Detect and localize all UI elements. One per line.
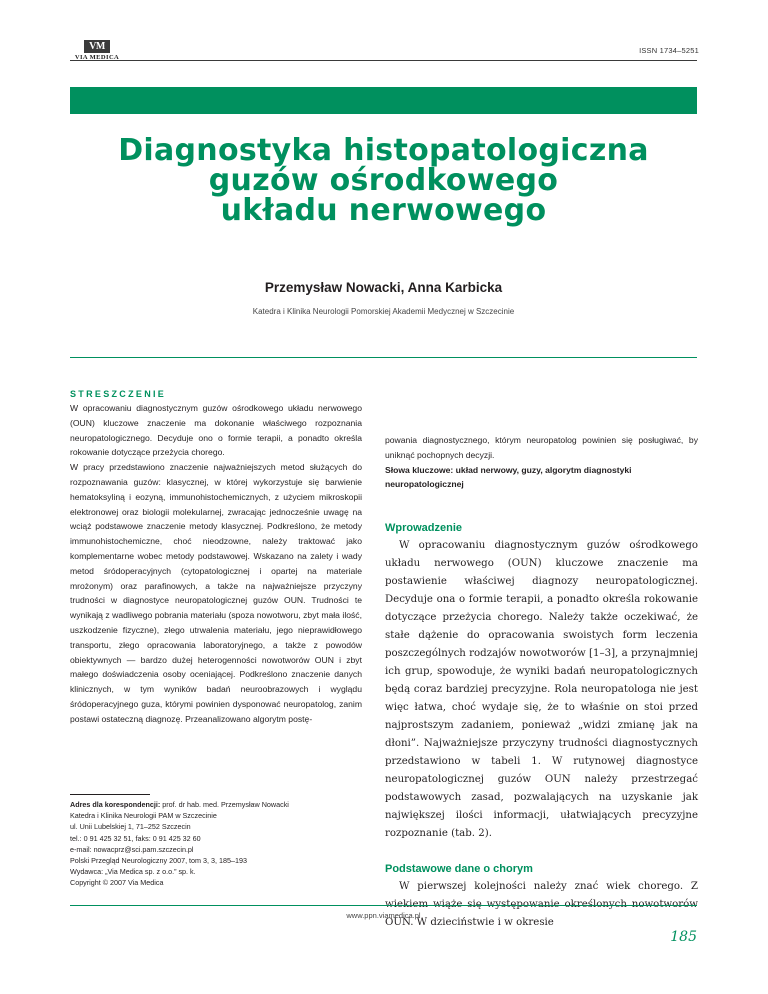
article-title	[70, 133, 697, 228]
affiliation: Katedra i Klinika Neurologii Pomorskiej Akademii Medycznej w Szczecinie	[252, 307, 515, 316]
abstract-paragraph-2: W pracy przedstawiono znaczenie najważniejszych metod służących do rozpoznawania guzów: klasycznej, w której wykorzystuje się barwienie hematoksyliną i eozyną, immunohistochemicznych, z użyciem mikroskopii elektronowej oraz biologii molekularnej, zwracając jednocześnie uwagę na wciąż podstawowe znaczenie metody klasycznej. Podkreślono, że metody immunohistochemiczne, choć nieodzowne, należy traktować jako komplementarne wobec metody podstawowej. Wskazano na zalety i wady metod śródoperacyjnych (cytopatologicznej i opartej na materiale mrożonym) oraz parafinowych, a także na najważniejsze przyczyny trudności w diagnostyce neuropatologicznej guzów OUN. Trudności te wynikają z wadliwego pobrania materiału (spoza nowotworu, zbyt mała ilość, uszkodzenie fizyczne), złego utrwalenia materiału, jego nieprawidłowego transportu, złego opracowania laboratoryjnego, a także z powodów obiektywnych — bardzo dużej heterogenności nowotworów OUN i zbyt małego doświadczenia osoby oceniającej. Podkreślono znaczenie danych klinicznych, w tym wyników badań neuroobrazowych i wyglądu śródoperacyjnego guza, którymi powinien dysponować neuropatolog, zanim postawi ostateczną diagnozę. Przeanalizowano algorytm postę-	[70, 462, 362, 724]
authors: Przemysław Nowacki, Anna Karbicka	[264, 280, 503, 295]
title-divider	[70, 357, 697, 358]
page-number: 185	[670, 929, 697, 945]
issn-label: ISSN 1734–5251	[639, 46, 699, 55]
correspondence-line: Copyright © 2007 Via Medica	[70, 878, 164, 888]
logo-mark: VM	[84, 40, 110, 53]
correspondence-line: tel.: 0 91 425 32 51, faks: 0 91 425 32 60	[70, 833, 201, 843]
abstract-paragraph-1: W opracowaniu diagnostycznym guzów ośrodkowego układu nerwowego (OUN) kluczowe znaczenie ma dokonanie właściwego rozpoznania neuropatologicznego. Decyduje ono o formie terapii, a ponadto określa rokowanie dotyczące przeżycia chorego.	[70, 403, 362, 458]
correspondence-divider	[70, 794, 150, 795]
section-title-introduction: Wprowadzenie	[385, 522, 463, 535]
correspondence-block	[70, 799, 370, 889]
abstract-column	[70, 389, 362, 727]
abstract-continuation: powania diagnostycznego, którym neuropatolog powinien się posługiwać, by uniknąć pochopnych decyzji.	[385, 435, 698, 460]
correspondence-line: Polski Przegląd Neurologiczny 2007, tom 3, 3, 185–193	[70, 856, 247, 866]
correspondence-line: Katedra i Klinika Neurologii PAM w Szczecinie	[70, 811, 217, 821]
body-column	[385, 433, 698, 932]
section-text-patient-data: W pierwszej kolejności należy znać wiek chorego. Z wiekiem wiąże się występowanie określonych nowotworów OUN. W dzieciństwie i w okresie	[385, 881, 698, 929]
title-line-1: Diagnostyka histopatologiczna	[118, 133, 649, 168]
section-title-patient-data: Podstawowe dane o chorym	[385, 863, 533, 876]
journal-url: www.ppn.viamedica.pl	[346, 911, 421, 920]
footer-divider	[70, 905, 697, 906]
correspondence-line: Wydawca: „Via Medica sp. z o.o.” sp. k.	[70, 867, 196, 877]
correspondence-email: e-mail: nowacprz@sci.pam.szczecin.pl	[70, 844, 194, 854]
via-medica-logo	[72, 40, 122, 61]
header-divider	[70, 60, 697, 61]
section-text-introduction: W opracowaniu diagnostycznym guzów ośrodkowego układu nerwowego (OUN) kluczowe znaczenie ma postawienie właściwej diagnozy neuropatologicznej. Decyduje ona o formie terapii, a ponadto określa rokowanie dotyczące przeżycia chorego. Należy także oczekiwać, że stałe dążenie do opracowania swoistych form leczenia poszczególnych rodzajów nowotworów [1–3], a przynajmniej ich grup, spowoduje, że wyniki badań neuropatologicznych będą coraz bardziej precyzyjne. Rola neuropatologa nie jest więc łatwa, choć wydaje się, że to właśnie on stoi przed najprostszym zadaniem, ponieważ „widzi zmianę jak na dłoni”. Najważniejsze przyczyny trudności diagnostycznych przedstawiono w tabeli 1. W rutynowej diagnostyce neuropatologicznej guzów OUN należy przestrzegać podstawowych zasad, pozwalających na uzyskanie jak największej ilości informacji, ułatwiających precyzyjne rozpoznanie (tab. 2).	[385, 540, 698, 840]
correspondence-line: prof. dr hab. med. Przemysław Nowacki	[162, 800, 289, 809]
correspondence-line: ul. Unii Lubelskiej 1, 71–252 Szczecin	[70, 822, 191, 832]
logo-name: VIA MEDICA	[74, 54, 120, 61]
title-line-2: guzów ośrodkowego	[208, 163, 559, 198]
correspondence-label: Adres dla korespondencji:	[70, 800, 161, 809]
keywords: Słowa kluczowe: układ nerwowy, guzy, algorytm diagnostyki neuropatologicznej	[385, 464, 632, 490]
header-color-band	[70, 87, 697, 114]
abstract-heading: STRESZCZENIE	[70, 389, 167, 399]
title-line-3: układu nerwowego	[220, 193, 547, 228]
